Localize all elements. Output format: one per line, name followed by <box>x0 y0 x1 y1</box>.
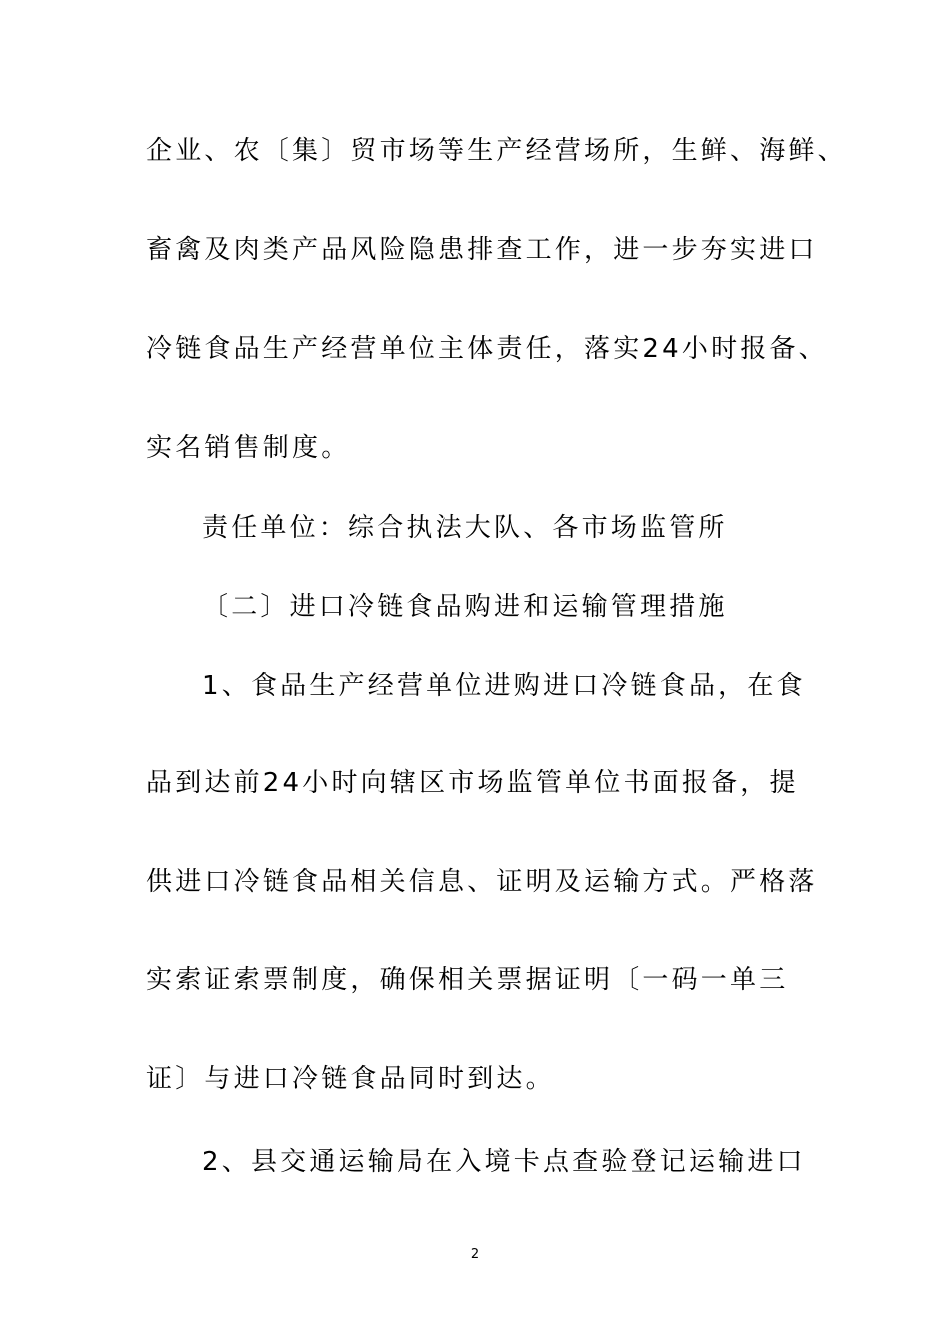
item-2-line-1: 2、县交通运输局在入境卡点查验登记运输进口 <box>202 1147 806 1177</box>
item-1-line-1: 1、食品生产经营单位进购进口冷链食品，在食 <box>202 671 806 701</box>
item-1-line-3: 供进口冷链食品相关信息、证明及运输方式。严格落 <box>146 867 818 897</box>
page-number: 2 <box>470 1247 480 1262</box>
item-1-line-4: 实索证索票制度，确保相关票据证明〔一码一单三 <box>146 965 789 995</box>
paragraph-line-2: 畜禽及肉类产品风险隐患排查工作，进一步夯实进口 <box>146 235 818 265</box>
paragraph-line-3: 冷链食品生产经营单位主体责任，落实24小时报备、 <box>146 334 828 364</box>
item-1-line-5: 证〕与进口冷链食品同时到达。 <box>146 1064 555 1094</box>
paragraph-line-4: 实名销售制度。 <box>146 433 351 463</box>
item-1-line-2: 品到达前24小时向辖区市场监管单位书面报备，提 <box>146 768 799 798</box>
section-heading: 〔二〕进口冷链食品购进和运输管理措施 <box>202 592 728 622</box>
responsible-unit-line: 责任单位：综合执法大队、各市场监管所 <box>202 513 728 543</box>
paragraph-line-1: 企业、农〔集〕贸市场等生产经营场所，生鲜、海鲜、 <box>146 136 847 166</box>
